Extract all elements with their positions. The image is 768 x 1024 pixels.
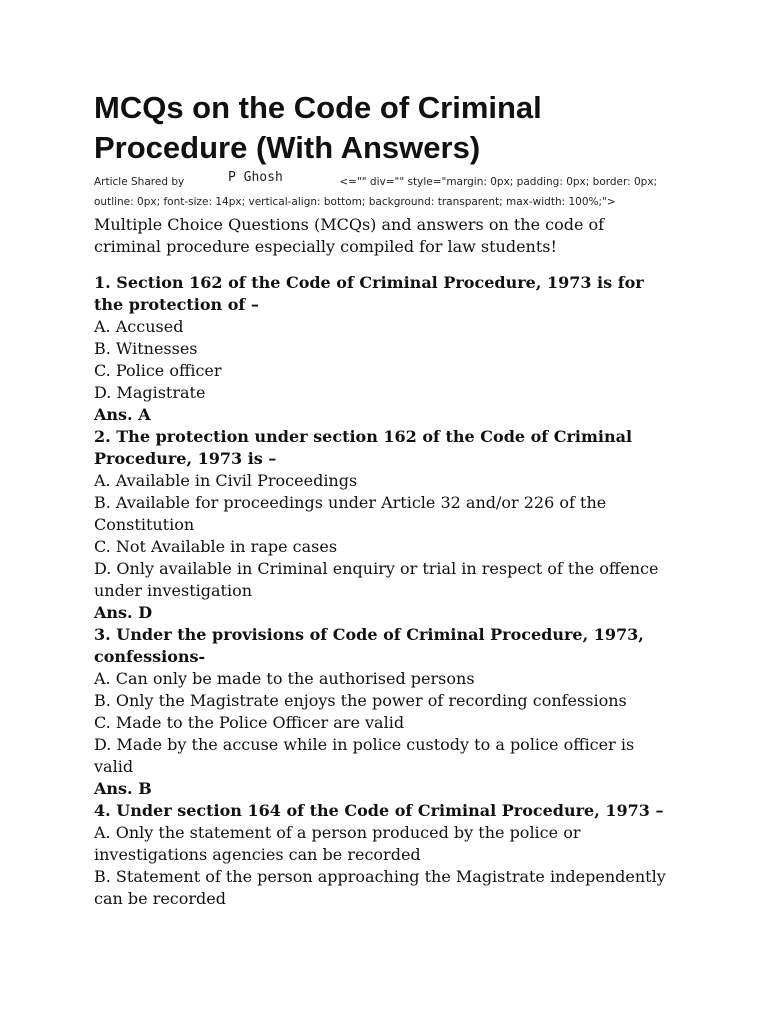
option-b: B. Witnesses (94, 339, 198, 358)
raw-markup-line-1: <="" div="" style="margin: 0px; padding: 0px; border: 0px; (339, 176, 658, 188)
option-c: C. Police officer (94, 361, 222, 380)
option-b: B. Only the Magistrate enjoys the power of recording confessions (94, 691, 627, 710)
option-b: B. Statement of the person approaching the Magistrate independently can be recorded (94, 867, 666, 908)
page-title: MCQs on the Code of Criminal Procedure (With Answers) (94, 90, 542, 165)
question-text: 3. Under the provisions of Code of Criminal Procedure, 1973, confessions- (94, 625, 644, 666)
option-c: C. Made to the Police Officer are valid (94, 713, 405, 732)
option-a: A. Can only be made to the authorised persons (94, 669, 475, 688)
author-name[interactable]: P Ghosh (228, 170, 283, 185)
option-d: D. Magistrate (94, 383, 206, 402)
option-a: A. Available in Civil Proceedings (94, 471, 358, 490)
question-block (94, 800, 674, 910)
answer-text: Ans. D (94, 603, 153, 622)
shared-by-label: Article Shared by (94, 176, 185, 188)
option-c: C. Not Available in rape cases (94, 537, 338, 556)
question-text: 2. The protection under section 162 of the Code of Criminal Procedure, 1973 is – (94, 427, 633, 468)
intro-paragraph: Multiple Choice Questions (MCQs) and answers on the code of criminal procedure especially compiled for law students! (94, 215, 605, 256)
question-block (94, 272, 674, 426)
document-page (94, 88, 674, 910)
article-meta (94, 172, 674, 212)
answer-text: Ans. B (94, 779, 152, 798)
question-list (94, 272, 674, 910)
option-d: D. Made by the accuse while in police custody to a police officer is valid (94, 735, 635, 776)
question-text: 1. Section 162 of the Code of Criminal Procedure, 1973 is for the protection of – (94, 273, 644, 314)
question-text: 4. Under section 164 of the Code of Criminal Procedure, 1973 – (94, 801, 664, 820)
raw-markup-line-2: outline: 0px; font-size: 14px; vertical-align: bottom; background: transparent; max-width: 100%;"> (94, 196, 616, 208)
question-block (94, 624, 674, 800)
option-a: A. Accused (94, 317, 184, 336)
answer-text: Ans. A (94, 405, 151, 424)
option-b: B. Available for proceedings under Article 32 and/or 226 of the Constitution (94, 493, 607, 534)
question-block (94, 426, 674, 624)
option-d: D. Only available in Criminal enquiry or trial in respect of the offence under investigation (94, 559, 659, 600)
option-a: A. Only the statement of a person produced by the police or investigations agencies can be recorded (94, 823, 581, 864)
